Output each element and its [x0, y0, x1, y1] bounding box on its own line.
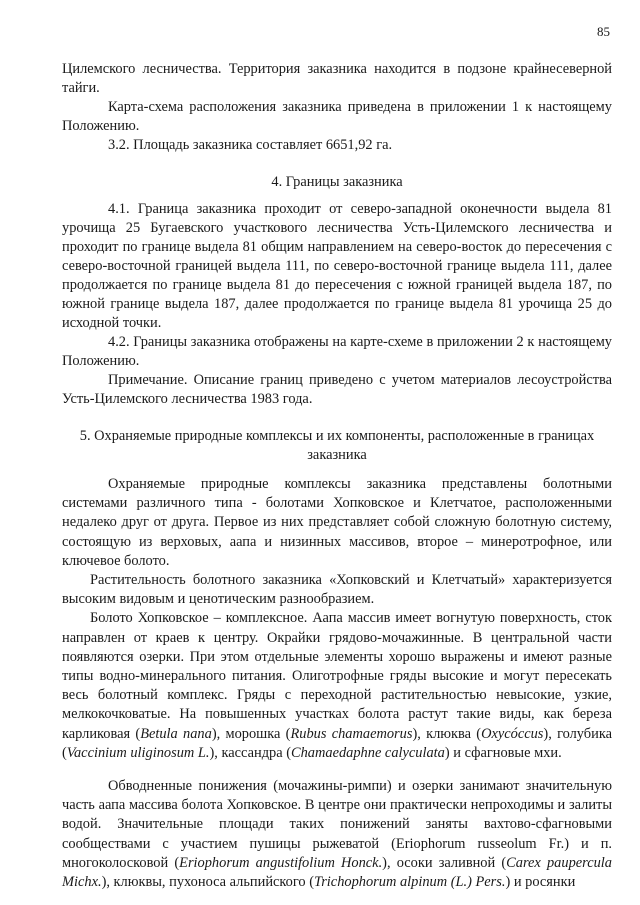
species-name-betula: Betula nana	[140, 725, 212, 742]
text-run: ) и сфагновые мхи.	[444, 744, 562, 761]
species-name-vaccinium: Vaccinium uliginosum L.	[66, 744, 210, 761]
section-heading-line-1: 5. Охраняемые природные комплексы и их компоненты, расположенные в границах	[79, 428, 595, 444]
paragraph-map-appendix-1: Карта-схема расположения заказника приведена в приложении 1 к настоящему Положению.	[62, 99, 612, 134]
species-name-rubus: Rubus chamaemorus	[290, 725, 413, 742]
paragraph-vegetation: Растительность болотного заказника «Хопковский и Клетчатый» характеризуется высоким видовым и ценотическим разнообразием.	[62, 572, 612, 608]
paragraph-bog-systems: Охраняемые природные комплексы заказника представлены болотными системами различного типа - болотами Хопковское и Клетчатое, расположенными недалеко друг от друга. Первое из них представляет собой сложную болотную систему, состоящую из верховых, аапа и низинных массивов, второе – минеротрофное, или ключевое болото.	[62, 476, 612, 569]
species-name-carex: Carex paupercula Michx.	[62, 854, 612, 891]
paragraph-khopkovskoe-bog	[62, 609, 612, 763]
species-name-oxycoccus: Oxycóccus	[481, 725, 544, 742]
paragraph-map-appendix-2: 4.2. Границы заказника отображены на карте-схеме в приложении 2 к настоящему Положению.	[62, 334, 612, 369]
text-run: Обводненные понижения (мочажины-римпи) и озерки занимают значительную часть аапа массива болота Хопковское. В центре они практически непроходимы и залиты водой. Значительные площади таких понижений заняты вахтово-сфагновыми сообществами с участием пушицы рыжеватой (Eriophorum russeolum Fr.) и п. многоколосковой (	[62, 778, 612, 871]
text-run: ) и росянки	[505, 874, 576, 891]
section-heading-boundaries: 4. Границы заказника	[271, 174, 403, 190]
species-name-eriophorum: Eriophorum angustifolium Honck.	[179, 854, 383, 871]
text-run: ), клюквы, пухоноса альпийского (	[101, 874, 314, 891]
text-run: ), клюква (	[412, 725, 482, 742]
species-name-trichophorum: Trichophorum alpinum (L.) Pers.	[314, 874, 506, 891]
paragraph-waterlogged-depressions	[62, 777, 612, 892]
paragraph-territory: Цилемского лесничества. Территория заказника находится в подзоне крайнесеверной тайги.	[62, 61, 612, 96]
text-run: ), голубика (	[62, 725, 612, 761]
paragraph-area: 3.2. Площадь заказника составляет 6651,92 га.	[108, 137, 393, 153]
text-run: ), кассандра (	[209, 744, 291, 761]
page-number: 85	[597, 24, 610, 39]
text-run: ), морошка (	[211, 725, 291, 742]
text-run: Болото Хопковское – комплексное. Аапа массив имеет вогнутую поверхность, сток направлен от краев к центру. Окрайки грядово-мочажинные. В центральной части появляются озерки. При этом отдельные элементы хорошо выражены и имеют разные типы водно-минерального питания. Олиготрофные гряды высокие и могут пересекать весь болотный комплекс. Гряды с переходной растительностью невысокие, узкие, мелкокочковатые. На повышенных участках болота растут такие виды, как береза карликовая (	[62, 610, 612, 742]
paragraph-boundary-description: 4.1. Граница заказника проходит от северо-западной оконечности выдела 81 урочища 25 Бугаевского участкового лесничества Усть-Цилемского лесничества и проходит по границе выдела 81 общим направлением на северо-восток до пересечения с северо-восточной границей выдела 111, по северо-восточной границе выдела 111, далее продолжается по границе выдела 81 до пересечения с южной границей выдела 187, по южной границе выдела 187, далее продолжается по границе выдела 81 урочища 25 до исходной точки.	[62, 201, 612, 331]
species-name-chamaedaphne: Chamaedaphne calyculata	[291, 744, 445, 761]
paragraph-note: Примечание. Описание границ приведено с учетом материалов лесоустройства Усть-Цилемского лесничества 1983 года.	[62, 372, 612, 407]
section-heading-line-2: заказника	[307, 447, 367, 463]
text-run: ), осоки заливной (	[382, 854, 507, 871]
document-body	[62, 60, 612, 892]
section-heading-protected-complexes	[62, 427, 612, 465]
